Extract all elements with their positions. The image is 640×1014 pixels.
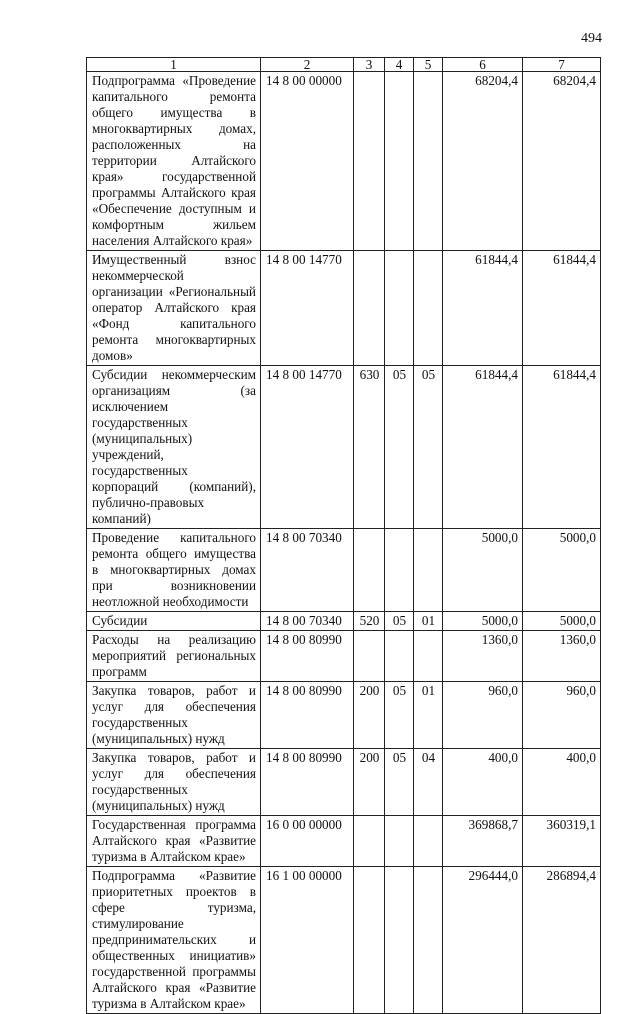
row-value6-cell: 296444,0 — [443, 867, 523, 1014]
row-col4-cell — [385, 251, 414, 366]
table-row — [87, 749, 601, 816]
row-col5-cell — [414, 816, 443, 867]
row-col4-cell — [385, 816, 414, 867]
row-col4-cell: 05 — [385, 366, 414, 529]
row-col5-cell — [414, 867, 443, 1014]
table-row — [87, 529, 601, 612]
row-name-cell: Подпрограмма «Развитие приоритетных проектов в сфере туризма, стимулирование предпринимательских и общественных инициатив» государственной программы Алтайского края «Развитие туризма в Алтайском крае» — [87, 867, 261, 1014]
row-col4-cell: 05 — [385, 612, 414, 631]
row-name-cell: Субсидии — [87, 612, 261, 631]
header-row — [87, 58, 601, 72]
row-col4-cell: 05 — [385, 749, 414, 816]
row-value7-cell: 960,0 — [523, 682, 601, 749]
row-value7-cell: 61844,4 — [523, 251, 601, 366]
row-col3-cell — [354, 867, 385, 1014]
column-header-7: 7 — [523, 58, 601, 72]
row-value7-cell: 360319,1 — [523, 816, 601, 867]
row-col5-cell — [414, 72, 443, 251]
row-value7-cell: 61844,4 — [523, 366, 601, 529]
row-col3-cell: 630 — [354, 366, 385, 529]
row-code-cell: 14 8 00 70340 — [261, 529, 354, 612]
column-header-3: 3 — [354, 58, 385, 72]
row-col3-cell — [354, 251, 385, 366]
row-value7-cell: 286894,4 — [523, 867, 601, 1014]
row-code-cell: 14 8 00 00000 — [261, 72, 354, 251]
row-value6-cell: 5000,0 — [443, 529, 523, 612]
row-col3-cell — [354, 816, 385, 867]
row-col5-cell — [414, 529, 443, 612]
table-row — [87, 72, 601, 251]
column-header-5: 5 — [414, 58, 443, 72]
row-value6-cell: 960,0 — [443, 682, 523, 749]
row-name-cell: Закупка товаров, работ и услуг для обеспечения государственных (муниципальных) нужд — [87, 682, 261, 749]
row-col5-cell: 01 — [414, 612, 443, 631]
row-value7-cell: 5000,0 — [523, 612, 601, 631]
row-name-cell: Проведение капитального ремонта общего имущества в многоквартирных домах при возникновении неотложной необходимости — [87, 529, 261, 612]
row-value7-cell: 5000,0 — [523, 529, 601, 612]
row-code-cell: 14 8 00 14770 — [261, 251, 354, 366]
row-col5-cell — [414, 631, 443, 682]
row-col4-cell: 05 — [385, 682, 414, 749]
row-name-cell: Государственная программа Алтайского края «Развитие туризма в Алтайском крае» — [87, 816, 261, 867]
page-number: 494 — [581, 31, 602, 46]
row-value6-cell: 61844,4 — [443, 366, 523, 529]
row-code-cell: 14 8 00 80990 — [261, 682, 354, 749]
row-value7-cell: 400,0 — [523, 749, 601, 816]
row-col4-cell — [385, 631, 414, 682]
row-col3-cell: 520 — [354, 612, 385, 631]
table-row — [87, 631, 601, 682]
row-name-cell: Имущественный взнос некоммерческой организации «Региональный оператор Алтайского края «Фонд капитального ремонта многоквартирных домов» — [87, 251, 261, 366]
row-value6-cell: 369868,7 — [443, 816, 523, 867]
row-name-cell: Подпрограмма «Проведение капитального ремонта общего имущества в многоквартирных домах, расположенных на территории Алтайского края» государственной программы Алтайского края «Обеспечение доступным и комфортным жильем населения Алтайского края» — [87, 72, 261, 251]
row-col4-cell — [385, 867, 414, 1014]
row-name-cell: Субсидии некоммерческим организациям (за исключением государственных (муниципальных) учреждений, государственных корпораций (компаний), публично-правовых компаний) — [87, 366, 261, 529]
row-value7-cell: 1360,0 — [523, 631, 601, 682]
table-row — [87, 251, 601, 366]
row-col4-cell — [385, 529, 414, 612]
budget-table — [86, 57, 601, 1014]
row-col3-cell — [354, 631, 385, 682]
row-col3-cell: 200 — [354, 749, 385, 816]
column-header-2: 2 — [261, 58, 354, 72]
row-col5-cell: 04 — [414, 749, 443, 816]
row-value6-cell: 400,0 — [443, 749, 523, 816]
row-code-cell: 16 0 00 00000 — [261, 816, 354, 867]
row-col3-cell — [354, 72, 385, 251]
row-value7-cell: 68204,4 — [523, 72, 601, 251]
row-col5-cell: 01 — [414, 682, 443, 749]
row-col3-cell: 200 — [354, 682, 385, 749]
row-value6-cell: 5000,0 — [443, 612, 523, 631]
table-row — [87, 612, 601, 631]
row-col4-cell — [385, 72, 414, 251]
row-value6-cell: 61844,4 — [443, 251, 523, 366]
row-code-cell: 14 8 00 80990 — [261, 749, 354, 816]
row-col5-cell: 05 — [414, 366, 443, 529]
table-body — [87, 72, 601, 1014]
column-header-1: 1 — [87, 58, 261, 72]
table-row — [87, 366, 601, 529]
row-code-cell: 14 8 00 80990 — [261, 631, 354, 682]
column-header-6: 6 — [443, 58, 523, 72]
row-code-cell: 14 8 00 70340 — [261, 612, 354, 631]
row-name-cell: Расходы на реализацию мероприятий региональных программ — [87, 631, 261, 682]
row-value6-cell: 68204,4 — [443, 72, 523, 251]
row-code-cell: 14 8 00 14770 — [261, 366, 354, 529]
row-col3-cell — [354, 529, 385, 612]
table-row — [87, 867, 601, 1014]
table-row — [87, 816, 601, 867]
column-header-4: 4 — [385, 58, 414, 72]
row-value6-cell: 1360,0 — [443, 631, 523, 682]
row-col5-cell — [414, 251, 443, 366]
row-name-cell: Закупка товаров, работ и услуг для обеспечения государственных (муниципальных) нужд — [87, 749, 261, 816]
table-row — [87, 682, 601, 749]
row-code-cell: 16 1 00 00000 — [261, 867, 354, 1014]
